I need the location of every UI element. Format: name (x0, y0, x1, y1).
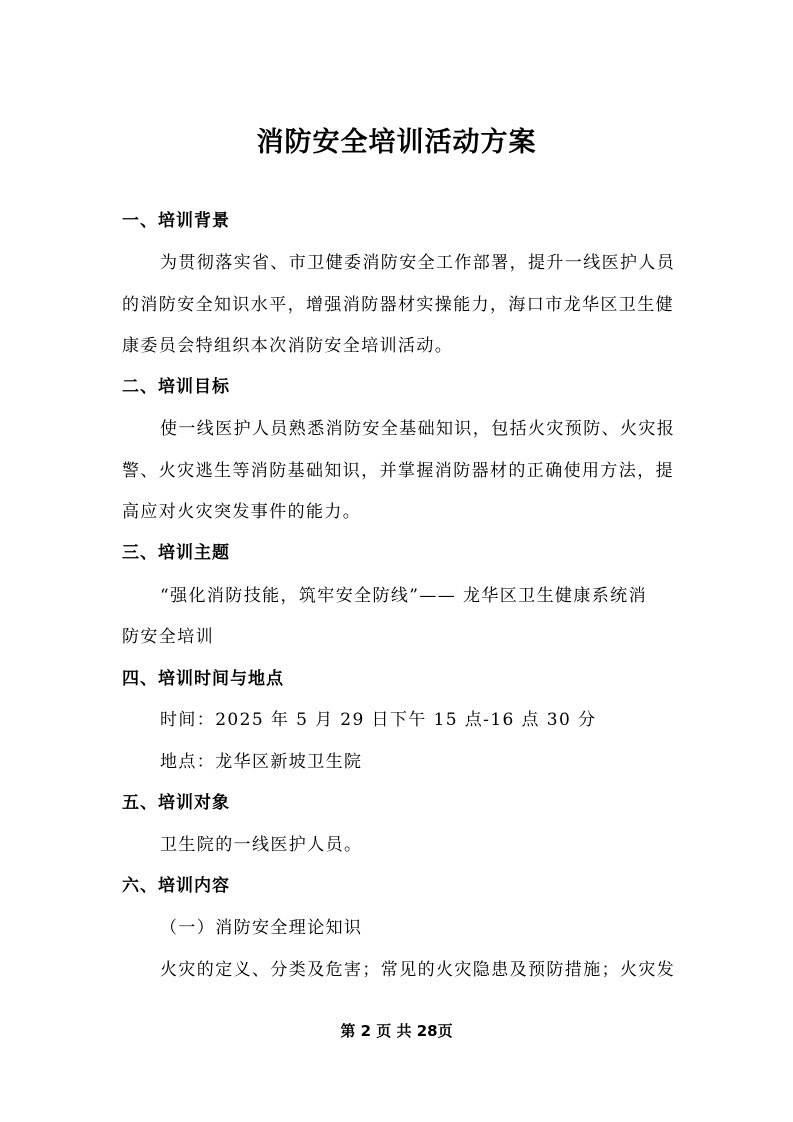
section-heading: 三、培训主题 (122, 543, 230, 563)
paragraph-line: 康委员会特组织本次消防安全培训活动。 (122, 336, 454, 356)
paragraph-line: 时间：2025 年 5 月 29 日下午 15 点-16 点 30 分 (160, 710, 597, 730)
paragraph-line: 的消防安全知识水平，增强消防器材实操能力，海口市龙华区卫生健 (122, 295, 674, 315)
section-heading: 一、培训背景 (122, 211, 230, 231)
section-heading: 四、培训时间与地点 (122, 669, 284, 689)
paragraph-line: 为贯彻落实省、市卫健委消防安全工作部署，提升一线医护人员 (160, 253, 676, 273)
page-number-footer: 第 2 页 共 28页 (340, 1022, 453, 1040)
paragraph-line: 使一线医护人员熟悉消防安全基础知识，包括火灾预防、火灾报 (160, 419, 676, 439)
paragraph-line: “强化消防技能，筑牢安全防线”—— 龙华区卫生健康系统消 (160, 586, 647, 606)
section-heading: 二、培训目标 (122, 377, 230, 397)
paragraph-line: 高应对火灾突发事件的能力。 (122, 502, 362, 522)
section-heading: 五、培训对象 (122, 793, 230, 813)
section-heading: 六、培训内容 (122, 876, 230, 896)
subsection-heading: （一）消防安全理论知识 (160, 918, 363, 938)
paragraph-line: 卫生院的一线医护人员。 (160, 835, 363, 855)
document-title: 消防安全培训活动方案 (256, 127, 537, 158)
paragraph-line: 防安全培训 (122, 627, 214, 647)
paragraph-line: 火灾的定义、分类及危害；常见的火灾隐患及预防措施；火灾发 (160, 960, 676, 980)
paragraph-line: 地点：龙华区新坡卫生院 (160, 752, 363, 772)
paragraph-line: 警、火灾逃生等消防基础知识，并掌握消防器材的正确使用方法，提 (122, 461, 674, 481)
